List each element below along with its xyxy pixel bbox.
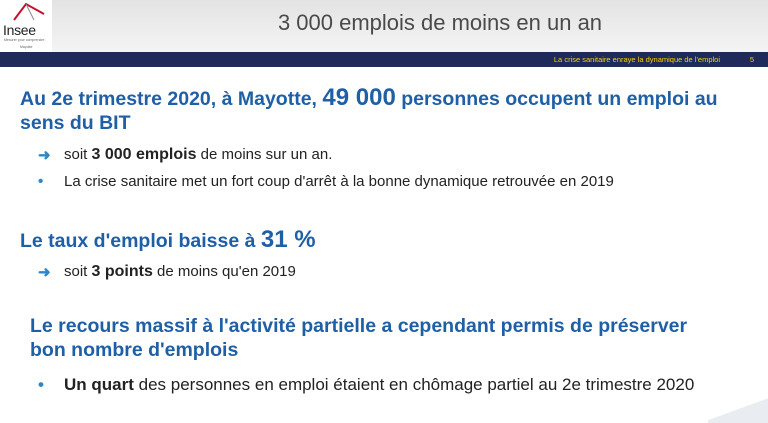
arrow-icon: ➜ — [38, 147, 51, 164]
bullet-bold: 3 points — [91, 263, 153, 280]
bullet-text: soit — [64, 263, 92, 280]
heading-number: 49 000 — [322, 84, 396, 111]
page-number: 5 — [749, 55, 754, 64]
bullet-text: La crise sanitaire met un fort coup d'arrêt à la bonne dynamique retrouvée en 2019 — [64, 173, 614, 190]
logo-region: Mayotte — [20, 45, 33, 49]
heading-text: Au 2e trimestre 2020, à Mayotte, — [20, 88, 323, 110]
section-bar — [0, 52, 768, 67]
bullet-dot-icon: • — [38, 375, 44, 394]
logo-name: Insee — [3, 22, 36, 38]
heading-employment-rate — [20, 228, 740, 253]
header-bar — [0, 0, 768, 52]
bullet-dot-icon: • — [38, 173, 44, 190]
bullet-text: des personnes en emploi étaient en chômage partiel au 2e trimestre 2020 — [133, 375, 695, 394]
heading-employment-count — [20, 86, 740, 135]
heading-number: 31 % — [260, 226, 316, 253]
arrow-icon: ➜ — [38, 264, 51, 281]
insee-logo — [0, 0, 52, 52]
bullet-text: soit — [64, 146, 92, 163]
heading-text: personnes occupent un emploi au sens du BIT — [20, 88, 718, 134]
bullet-text: de moins sur un an. — [196, 146, 333, 163]
corner-decoration — [708, 395, 768, 423]
slide-title: 3 000 emplois de moins en un an — [277, 10, 603, 35]
bullet-bold: 3 000 emplois — [91, 146, 197, 163]
heading-partial-activity: Le recours massif à l'activité partielle a cependant permis de préserver bon nombre d'emplois — [30, 315, 688, 361]
logo-tagline: Mesurer pour comprendre — [4, 38, 45, 42]
section-title: La crise sanitaire enraye la dynamique de l'emploi — [553, 55, 720, 64]
heading-text: Le taux d'emploi baisse à — [20, 230, 261, 252]
bullet-text: de moins qu'en 2019 — [152, 263, 296, 280]
bullet-bold: Un quart — [64, 375, 134, 394]
